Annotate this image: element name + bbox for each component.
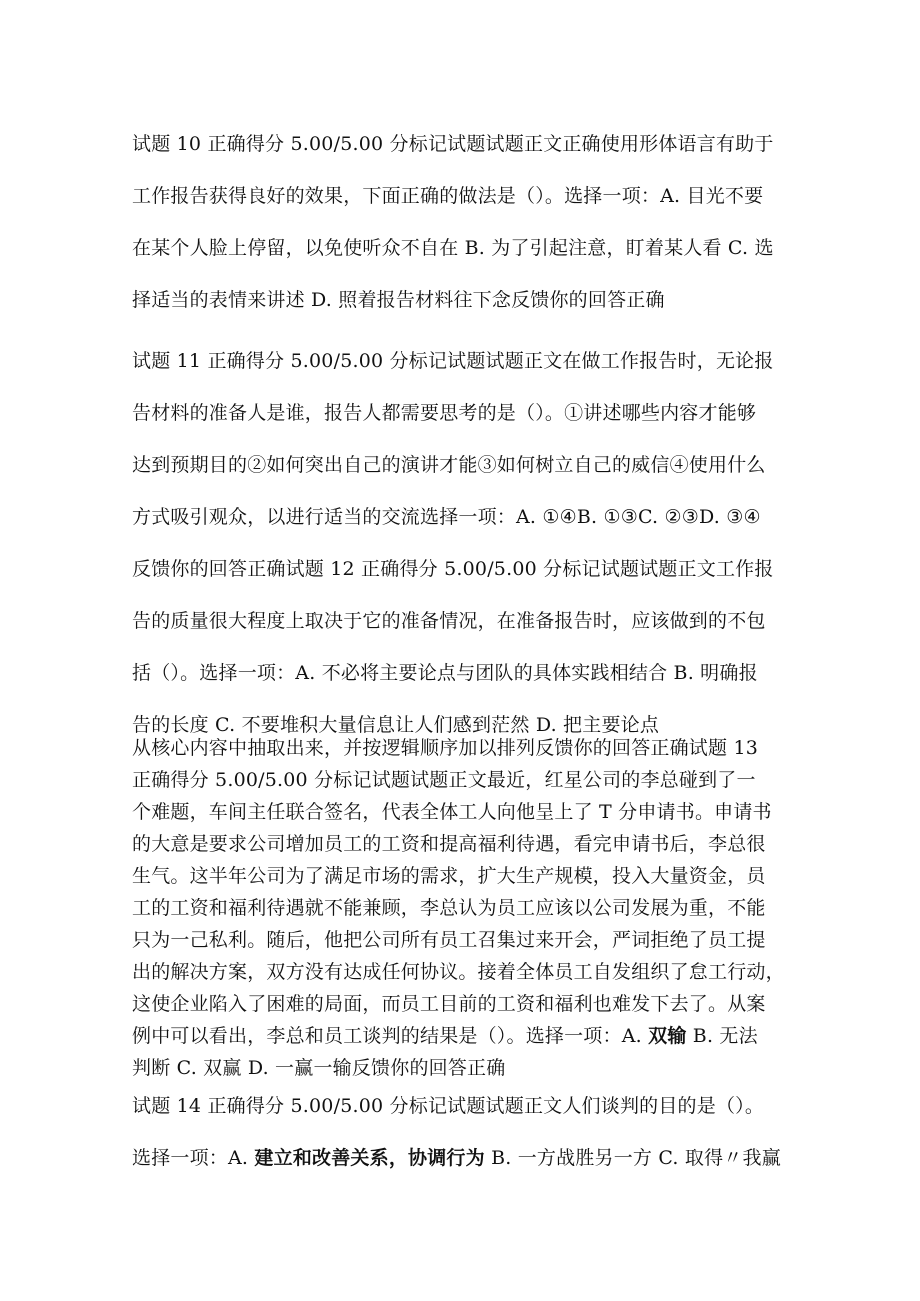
question-11-12-paragraph (132, 335, 800, 751)
question-10-paragraph (132, 118, 800, 326)
text-line: 告材料的准备人是谁，报告人都需要思考的是（）。①讲述哪些内容才能够 (132, 402, 757, 424)
text-line: 告的长度 C. 不要堆积大量信息让人们感到茫然 D. 把主要论点 (132, 714, 660, 736)
text-line: 方式吸引观众，以进行适当的交流选择一项：A. ①④B. ①③C. ②③D. ③④ (132, 506, 761, 528)
text-line: 只为一己私利。随后，他把公司所有员工召集过来开会，严词拒绝了员工提 (132, 929, 766, 951)
text-line: 在某个人脸上停留，以免使听众不自在 B. 为了引起注意，盯着某人看 C. 选 (132, 237, 774, 259)
text-line (132, 1020, 800, 1052)
text-line: 工的工资和福利待遇就不能兼顾，李总认为员工应该以公司发展为重，不能 (132, 897, 766, 919)
bold-answer: 双输 (648, 1025, 687, 1047)
question-14-paragraph (132, 1080, 800, 1184)
text-line: 试题 10 正确得分 5.00/5.00 分标记试题试题正文正确使用形体语言有助于 (132, 133, 774, 155)
text-line: 括（）。选择一项：A. 不必将主要论点与团队的具体实践相结合 B. 明确报 (132, 662, 758, 684)
text-line: 反馈你的回答正确试题 12 正确得分 5.00/5.00 分标记试题试题正文工作报 (132, 558, 774, 580)
text-line (132, 1132, 800, 1184)
text-line: 告的质量很大程度上取决于它的准备情况，在准备报告时，应该做到的不包 (132, 610, 766, 632)
text-line: 这使企业陷入了困难的局面，而员工目前的工资和福利也难发下去了。从案 (132, 993, 766, 1015)
text-line: 工作报告获得良好的效果，下面正确的做法是（）。选择一项：A. 目光不要 (132, 185, 764, 207)
text-line: 试题 11 正确得分 5.00/5.00 分标记试题试题正文在做工作报告时，无论报 (132, 350, 774, 372)
text-line: 判断 C. 双赢 D. 一赢一输反馈你的回答正确 (132, 1057, 506, 1079)
text-line: 从核心内容中抽取出来，并按逻辑顺序加以排列反馈你的回答正确试题 13 (132, 737, 759, 759)
text-segment: 例中可以看出，李总和员工谈判的结果是（）。选择一项：A. (132, 1025, 642, 1047)
text-line: 试题 14 正确得分 5.00/5.00 分标记试题试题正文人们谈判的目的是（）。 (132, 1095, 765, 1117)
text-line: 个难题，车间主任联合签名，代表全体工人向他呈上了 T 分申请书。申请书 (132, 801, 772, 823)
text-line: 正确得分 5.00/5.00 分标记试题试题正文最近，红星公司的李总碰到了一 (132, 769, 756, 791)
text-segment: 选择一项：A. (132, 1147, 249, 1169)
bold-answer: 建立和改善关系，协调行为 (254, 1147, 485, 1169)
text-line: 择适当的表情来讲述 D. 照着报告材料往下念反馈你的回答正确 (132, 289, 665, 311)
text-line: 的大意是要求公司增加员工的工资和提高福利待遇，看完申请书后，李总很 (132, 833, 766, 855)
text-line: 达到预期目的②如何突出自己的演讲才能③如何树立自己的威信④使用什么 (132, 454, 766, 476)
text-segment: B. 一方战胜另一方 C. 取得〃我赢 (491, 1147, 781, 1169)
question-13-paragraph (132, 732, 800, 1084)
text-line: 出的解决方案，双方没有达成任何协议。接着全体员工自发组织了怠工行动， (132, 961, 785, 983)
text-segment: B. 无法 (692, 1025, 758, 1047)
text-line: 生气。这半年公司为了满足市场的需求，扩大生产规模，投入大量资金，员 (132, 865, 766, 887)
